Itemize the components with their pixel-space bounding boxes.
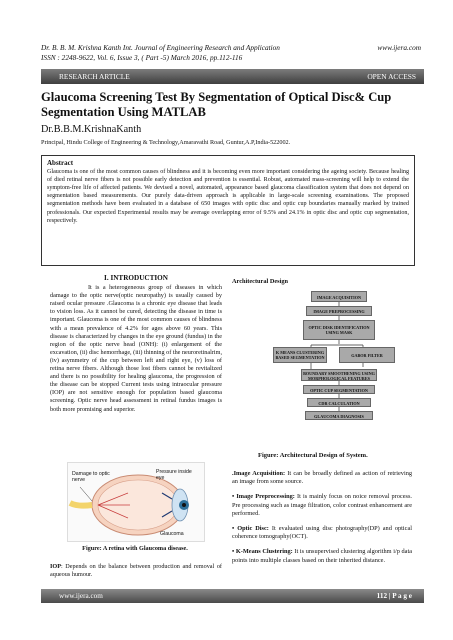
article-banner [41, 69, 424, 84]
introduction-heading: I. INTRODUCTION [104, 274, 168, 282]
citation-line2: ISSN : 2248-9622, Vol. 6, Issue 3, ( Part -5) March 2016, pp.112-116 [41, 53, 243, 62]
page-footer [41, 589, 424, 603]
abstract-box [41, 155, 415, 266]
journal-website[interactable]: www.ijera.com [377, 43, 421, 52]
citation-line1: Dr. B. B. M. Krishna Kanth Int. Journal of Engineering Research and Application [41, 43, 280, 52]
step-kmeans-clustering: • K-Means Clustering: It is unsupervised clustering algorithm i/p data points into multiple classes based on their inherited distance. [232, 548, 412, 564]
figure2-caption: Figure: Architectural Design of System. [258, 452, 368, 459]
step-image-acquisition: .Image Acquisition: It can be broadly defined as action of retrieving an image from some source. [232, 470, 413, 486]
box-cdr-calculation: CDR CALCULATION [307, 398, 371, 407]
footer-page-number: 112 | P a g e [376, 592, 412, 600]
banner-research-article: RESEARCH ARTICLE [59, 72, 130, 81]
architecture-title: Architectural Design [232, 278, 289, 285]
footer-website[interactable]: www.ijera.com [59, 592, 103, 600]
architecture-steps [232, 470, 412, 572]
iop-definition [50, 563, 222, 579]
label-pressure-inside-eye: Pressure inside eye [156, 469, 192, 481]
box-glaucoma-diagnosis: GLAUCOMA DIAGNOSIS [305, 411, 373, 420]
author-affiliation: Principal, Hindu College of Engineering & Technology,Amaravathi Road, Guntur,A.P,India-522002. [41, 139, 291, 146]
label-damage-optic-nerve: Damage to optic nerve [72, 471, 110, 483]
banner-open-access: OPEN ACCESS [367, 72, 416, 81]
box-gabor-filter: GABOR FILTER [339, 347, 395, 363]
step-optic-disc: • Optic Disc: It evaluated using disc photography(DP) and optical coherence tomography(OCT). [232, 525, 412, 541]
box-kmeans-segmentation: K MEANS CLUSTERING BASED SEGMENTATION [273, 347, 327, 363]
author-name: Dr.B.B.M.KrishnaKanth [41, 124, 142, 135]
retina-glaucoma-figure [67, 462, 205, 542]
box-optic-disk-identification: OPTIC DISK IDENTIFICATION USING MASK [303, 320, 375, 340]
box-image-acquisition: IMAGE ACQUISITION [311, 291, 367, 302]
figure1-caption: Figure: A retina with Glaucoma disease. [82, 545, 188, 552]
architecture-flowchart [271, 289, 403, 449]
paper-title: Glaucoma Screening Test By Segmentation of Optical Disc& Cup Segmentation Using MATLAB [41, 90, 392, 119]
journal-header [41, 43, 421, 63]
introduction-section [50, 274, 222, 414]
box-boundary-smoothening: BOUNDARY SMOOTHENING USING MORPHOLOGICAL FEATURES [301, 369, 377, 381]
abstract-heading: Abstract [47, 159, 74, 167]
box-optic-cup-segmentation: OPTIC CUP SEGMENTATION [303, 385, 375, 394]
introduction-text: It is a heterogeneous group of diseases in which damage to the optic nerve(optic neuropathy) is usually caused by raised ocular pressure .Glaucoma is a chronic eye disease that leads to vision loss. As it cannot be cured, detecting the disease in time is important. Glaucoma is one of the most common causes of blindness with a mean prevalence of 4.2% for ages above 60 years. This disease is characterized by changes in the eye ground (fundus) in the region of the optic nerve head (ONH): (i) enlargement of the excavation, (ii) disc hemorrhage, (iii) thinning of the neuroretinalrim, (iv) asymmetry of the cup between left and right eye, (v) loss of retina nerve fibers. Although those lost fibers cannot be revitalized and there is no possibility for healing glaucoma, the progression of the disease can be stopped Current tests using intraocular pressure (IOP) are not sensitive enough for population based glaucoma screening. Optic nerve head assessment in retinal fundus images is both more promising and superior. [50, 284, 222, 413]
abstract-text: Glaucoma is one of the most common causes of blindness and it is becoming even more important considering the ageing society. Because healing of died retinal nerve fibers is not possible early detection and prevention is essential. Robust, automated mass-screening will help to extend the symptom-free life of affected patients. We devised a novel, automated, appearance based glaucoma classification system that does not depend on segmentation based measurements. Our purely data-driven approach is applicable in large-scale screening examinations. The proposed segmentation methods have been evaluated in a database of 650 images with optic disc and optic cup boundaries manually marked by trained professionals. Our expected Experimental results may be average overlapping error of 9.5% and 24.1% in optic disc and optic cup segmentation, respectively. [47, 169, 409, 224]
label-glaucoma: Glaucoma [160, 531, 184, 537]
box-image-preprocessing: IMAGE PREPROCESSING [306, 306, 372, 316]
iop-term: IOP [50, 563, 62, 570]
step-image-preprocessing: • Image Preprocessing: It is mainly focus on noice removal process. Pre processing such as image filtration, color contrast enhancement are performed. [232, 493, 412, 517]
iop-text: : Depends on the balance between production and removal of aqueous humour. [50, 563, 222, 579]
architecture-heading [232, 278, 412, 286]
